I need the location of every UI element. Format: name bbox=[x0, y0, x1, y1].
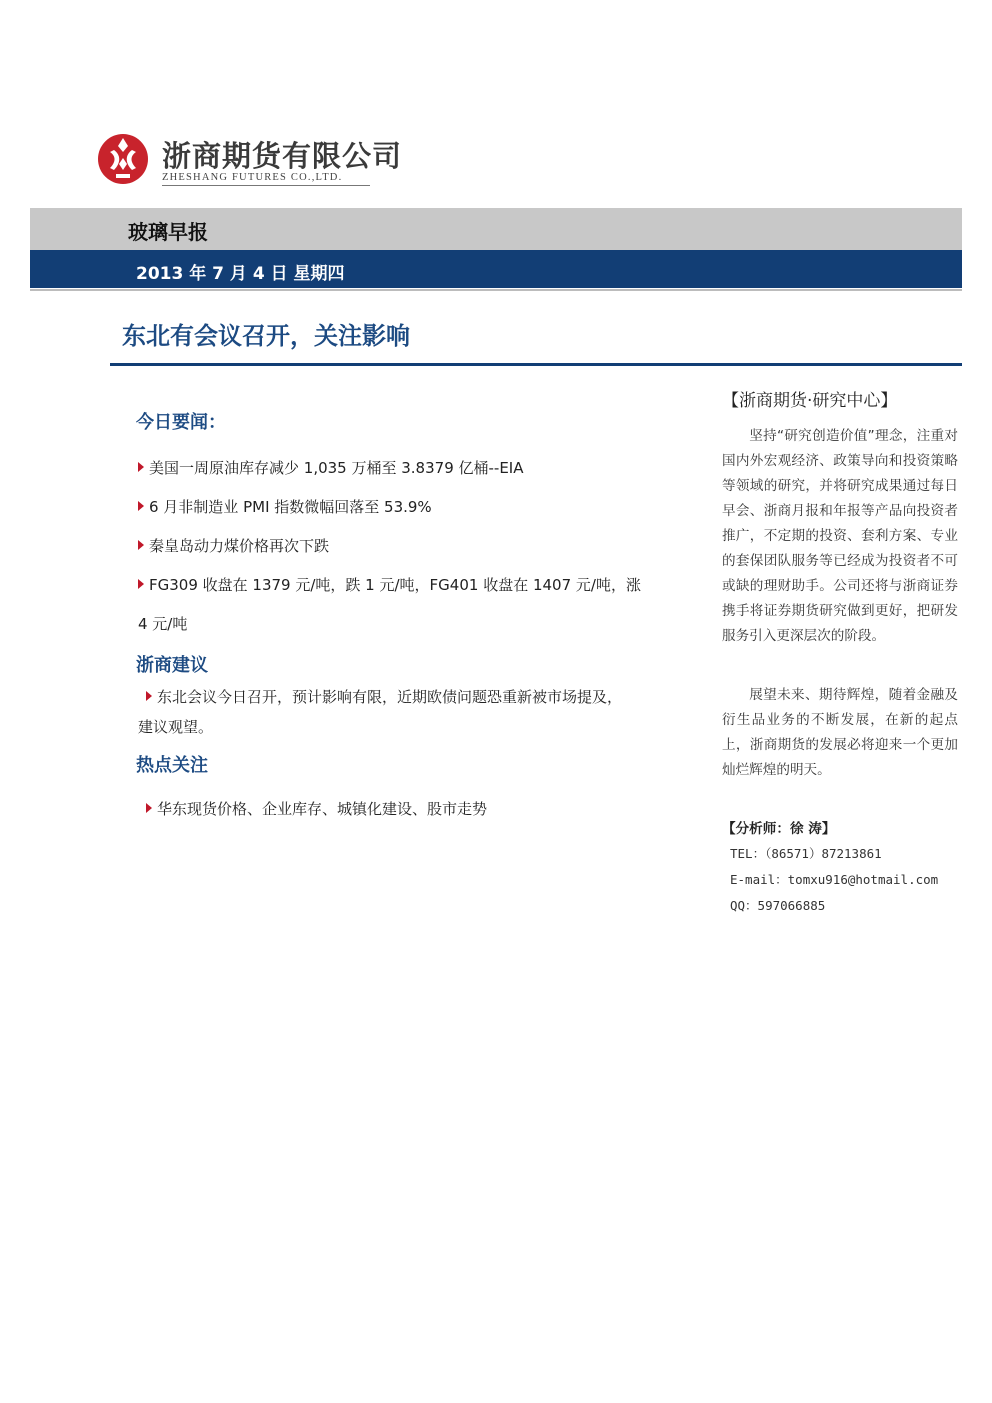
analyst-phone: TEL：（86571）87213861 bbox=[730, 846, 882, 861]
analyst-email: E-mail：tomxu916@hotmail.com bbox=[730, 872, 939, 887]
news-section-title: 今日要闻： bbox=[136, 412, 226, 433]
advice-section-title: 浙商建议 bbox=[136, 655, 208, 676]
news-item bbox=[138, 574, 641, 595]
company-logo-icon bbox=[96, 132, 150, 186]
bullet-arrow-icon bbox=[138, 579, 144, 589]
hotspot-section-title: 热点关注 bbox=[136, 755, 208, 776]
sidebar-intro-paragraph: 坚持“研究创造价值”理念，注重对国内外宏观经济、政策导向和投资策略等领域的研究，并将研究成果通过每日早会、浙商月报和年报等产品向投资者推广，不定期的投资、套利方案、专业的套保团队服务等已经成为投资者不可或缺的理财助手。公司还将与浙商证券携手将证券期货研究做到更好，把研发服务引入更深层次的阶段。 bbox=[722, 428, 958, 644]
logo-underline bbox=[162, 185, 370, 186]
news-item-text: 美国一周原油库存减少 1,035 万桶至 3.8379 亿桶--EIA bbox=[149, 459, 524, 477]
company-name-cn: 浙商期货有限公司 bbox=[162, 139, 403, 173]
bullet-arrow-icon bbox=[146, 691, 152, 701]
advice-continuation: 建议观望。 bbox=[138, 718, 214, 736]
news-item bbox=[138, 496, 432, 517]
bullet-arrow-icon bbox=[138, 462, 144, 472]
news-item-text: FG309 收盘在 1379 元/吨，跌 1 元/吨，FG401 收盘在 1407 元/吨，涨 bbox=[149, 576, 641, 594]
sidebar-title: 【浙商期货·研究中心】 bbox=[722, 391, 898, 411]
company-name-en: ZHESHANG FUTURES CO.,LTD. bbox=[162, 172, 343, 183]
news-item-text: 秦皇岛动力煤价格再次下跌 bbox=[149, 537, 330, 555]
news-item-continuation: 4 元/吨 bbox=[138, 615, 188, 633]
bullet-arrow-icon bbox=[146, 803, 152, 813]
analyst-qq: QQ：597066885 bbox=[730, 898, 826, 913]
company-logo bbox=[96, 128, 403, 194]
bullet-arrow-icon bbox=[138, 540, 144, 550]
header-divider bbox=[30, 289, 962, 291]
hotspot-item bbox=[146, 798, 487, 819]
hotspot-text: 华东现货价格、企业库存、城镇化建设、股市走势 bbox=[157, 800, 488, 818]
report-date: 2013 年 7 月 4 日 星期四 bbox=[136, 264, 345, 284]
advice-text: 东北会议今日召开，预计影响有限，近期欧债问题恐重新被市场提及， bbox=[157, 688, 623, 706]
news-item bbox=[138, 457, 524, 478]
analyst-name: 【分析师：徐 涛】 bbox=[722, 821, 836, 837]
title-divider bbox=[110, 363, 962, 366]
bullet-arrow-icon bbox=[138, 501, 144, 511]
news-item-text: 6 月非制造业 PMI 指数微幅回落至 53.9% bbox=[149, 498, 432, 516]
report-type: 玻璃早报 bbox=[128, 220, 208, 244]
advice-item bbox=[146, 686, 622, 707]
sidebar-outlook-paragraph: 展望未来、期待辉煌，随着金融及衍生品业务的不断发展，在新的起点上，浙商期货的发展必将迎来一个更加灿烂辉煌的明天。 bbox=[722, 687, 958, 778]
page-title: 东北有会议召开，关注影响 bbox=[122, 322, 410, 350]
news-item bbox=[138, 535, 329, 556]
